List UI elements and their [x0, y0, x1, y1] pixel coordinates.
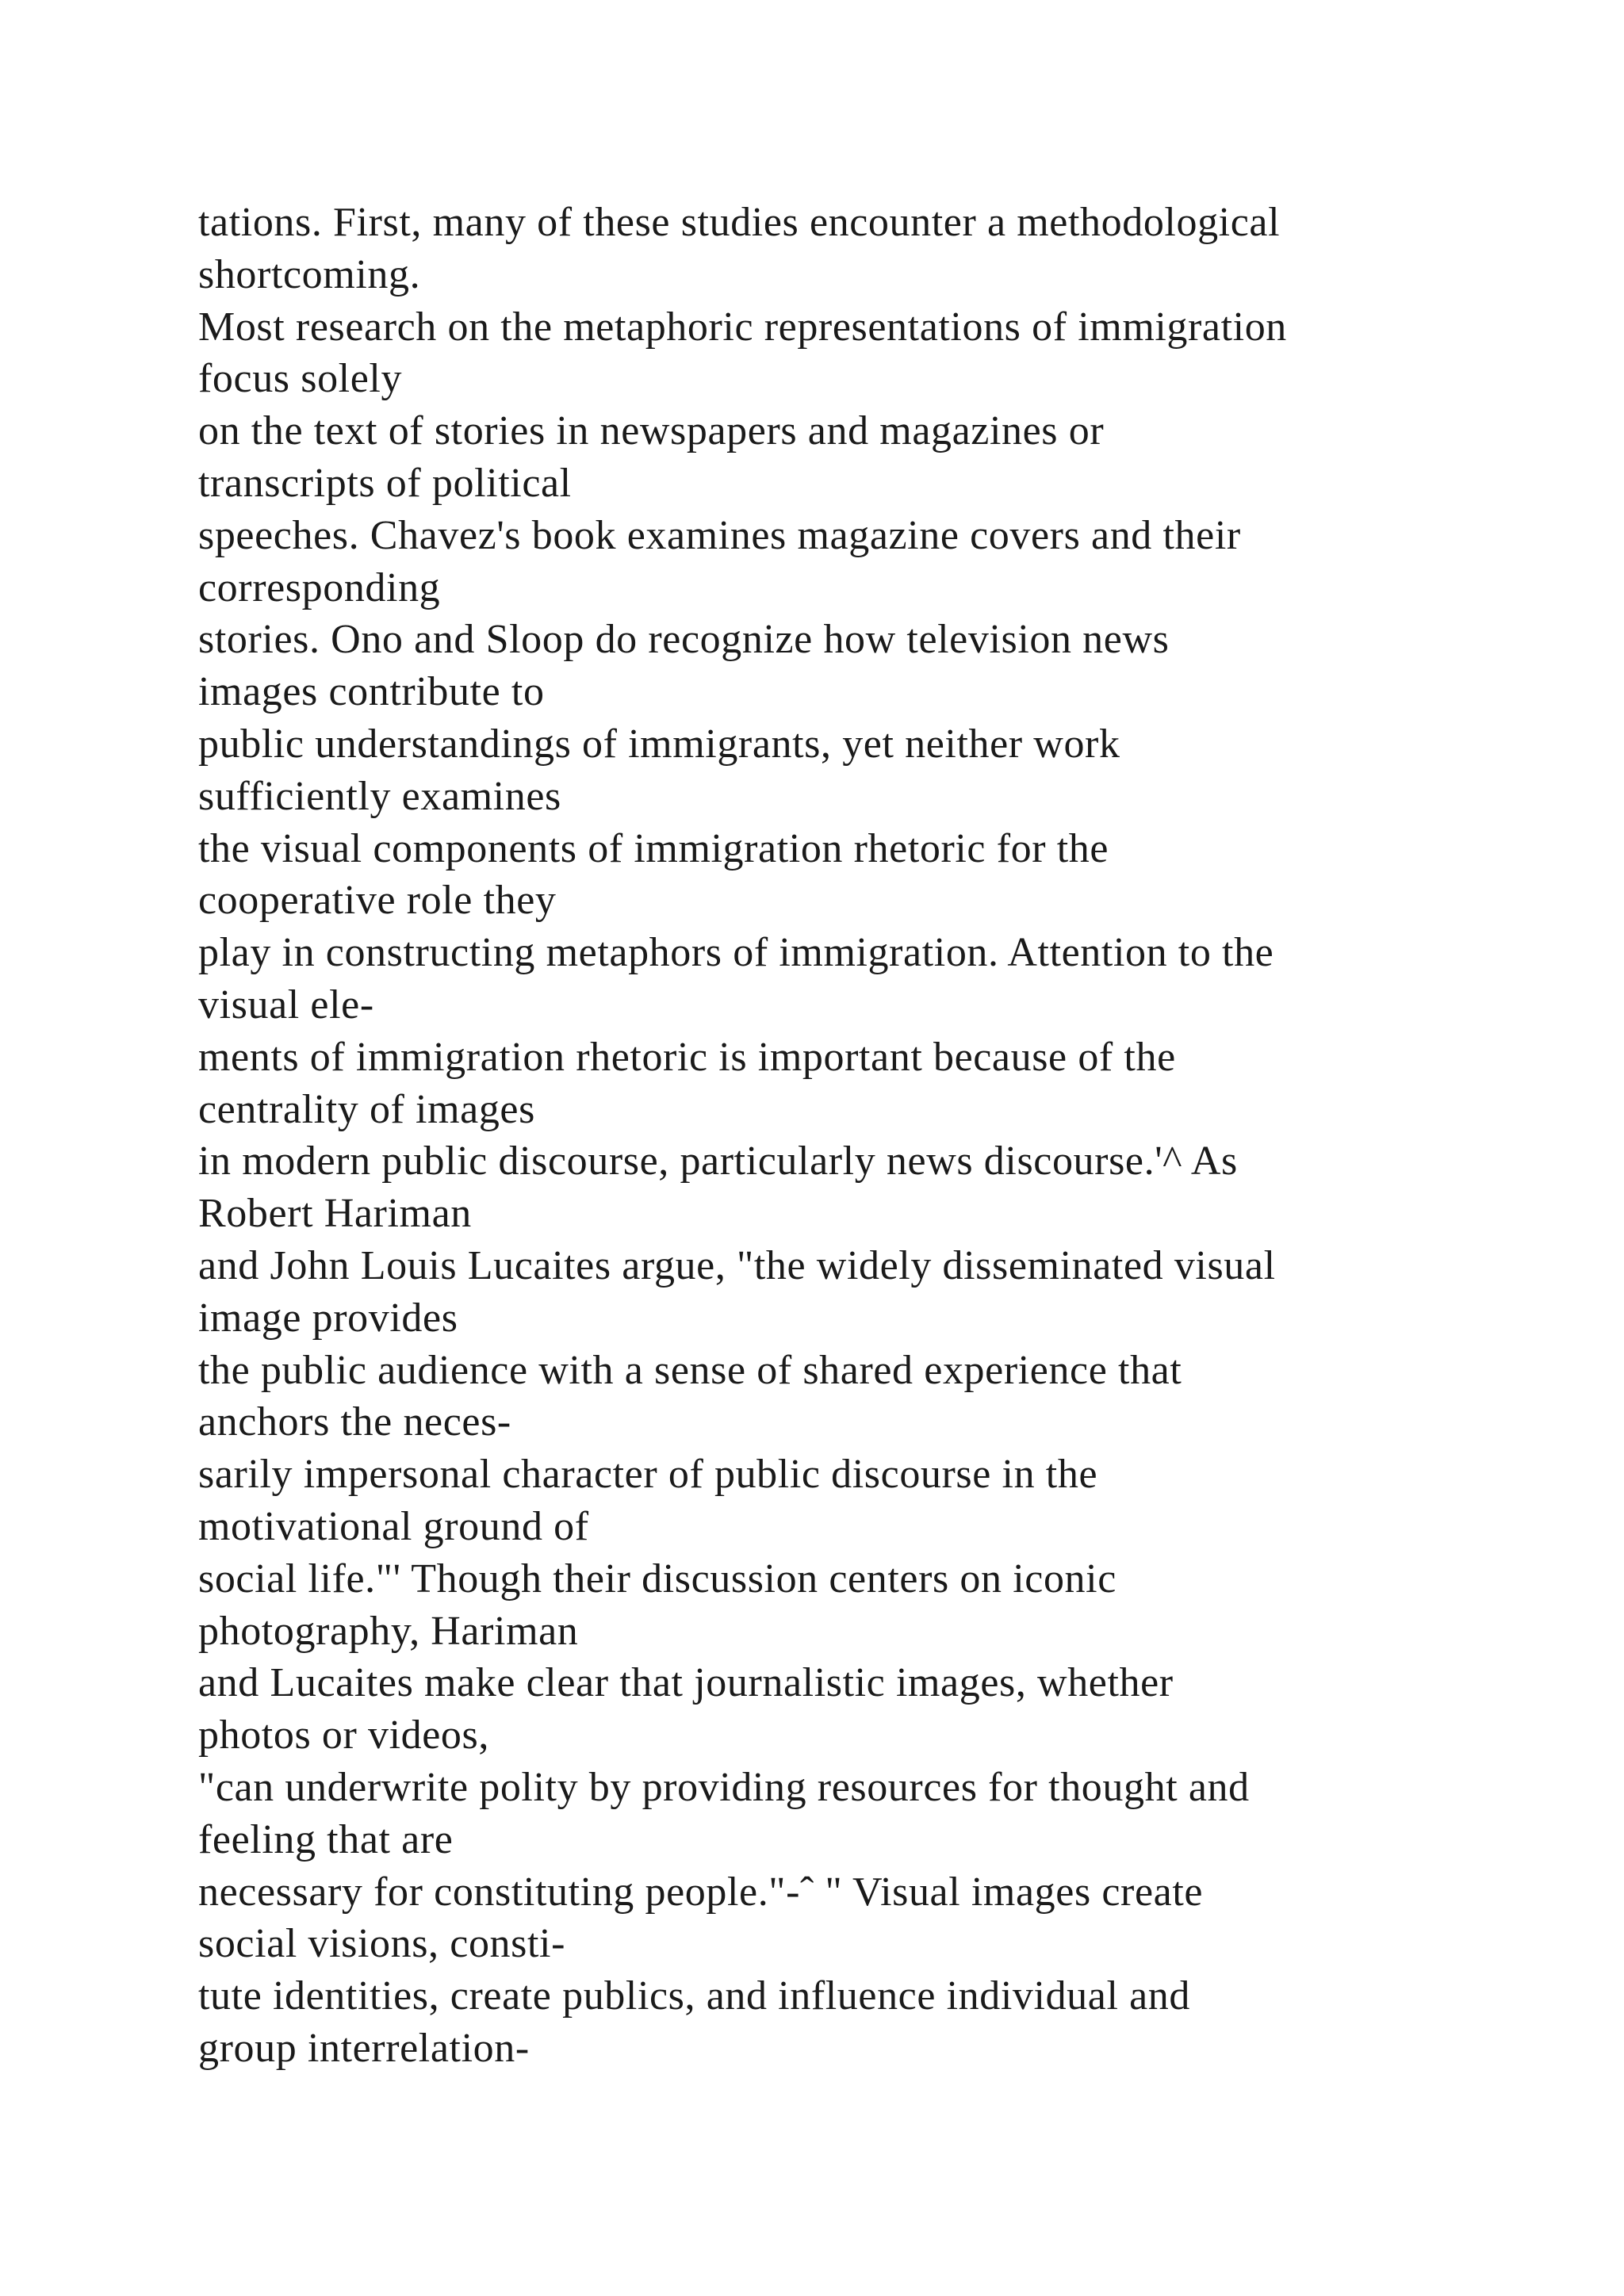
text-line-15: play in constructing metaphors of immigration. Attention to the	[198, 930, 1274, 976]
text-line-27: social life."' Though their discussion centers on iconic	[198, 1556, 1116, 1601]
text-line-12: sufficiently examines	[198, 773, 561, 819]
text-line-3: Most research on the metaphoric representations of immigration	[198, 304, 1287, 350]
text-line-34: social visions, consti-	[198, 1921, 565, 1967]
text-line-11: public understandings of immigrants, yet neither work	[198, 721, 1120, 767]
text-line-23: the public audience with a sense of shared experience that	[198, 1347, 1182, 1393]
text-line-35: tute identities, create publics, and influence individual and	[198, 1973, 1190, 2019]
text-line-13: the visual components of immigration rhetoric for the	[198, 825, 1109, 871]
body-text	[198, 197, 1562, 2075]
text-line-26: motivational ground of	[198, 1503, 589, 1549]
text-line-36: group interrelation-	[198, 2025, 530, 2071]
text-line-33: necessary for constituting people."-ˆ " Visual images create	[198, 1869, 1204, 1915]
text-line-30: photos or videos,	[198, 1712, 489, 1758]
text-line-6: transcripts of political	[198, 460, 572, 506]
text-line-8: corresponding	[198, 564, 441, 610]
text-line-16: visual ele-	[198, 982, 374, 1027]
text-line-21: and John Louis Lucaites argue, "the widely disseminated visual	[198, 1242, 1276, 1288]
text-line-29: and Lucaites make clear that journalistic images, whether	[198, 1660, 1174, 1706]
text-line-20: Robert Hariman	[198, 1191, 472, 1237]
text-line-4: focus solely	[198, 356, 403, 402]
text-line-18: centrality of images	[198, 1086, 535, 1132]
text-line-25: sarily impersonal character of public discourse in the	[198, 1452, 1098, 1498]
text-line-10: images contribute to	[198, 669, 545, 715]
text-line-19: in modern public discourse, particularly news discourse.'^ As	[198, 1138, 1238, 1184]
text-line-9: stories. Ono and Sloop do recognize how television news	[198, 617, 1170, 663]
text-line-31: "can underwrite polity by providing resources for thought and	[198, 1764, 1250, 1810]
text-line-7: speeches. Chavez's book examines magazine covers and their	[198, 512, 1241, 558]
text-line-5: on the text of stories in newspapers and magazines or	[198, 408, 1105, 454]
text-line-14: cooperative role they	[198, 878, 557, 924]
text-line-2: shortcoming.	[198, 251, 421, 297]
text-line-24: anchors the neces-	[198, 1399, 511, 1445]
text-line-1: tations. First, many of these studies encounter a methodological	[198, 200, 1281, 245]
text-line-28: photography, Hariman	[198, 1608, 579, 1654]
text-line-32: feeling that are	[198, 1816, 454, 1862]
text-line-22: image provides	[198, 1295, 458, 1341]
text-line-17: ments of immigration rhetoric is important because of the	[198, 1034, 1176, 1080]
